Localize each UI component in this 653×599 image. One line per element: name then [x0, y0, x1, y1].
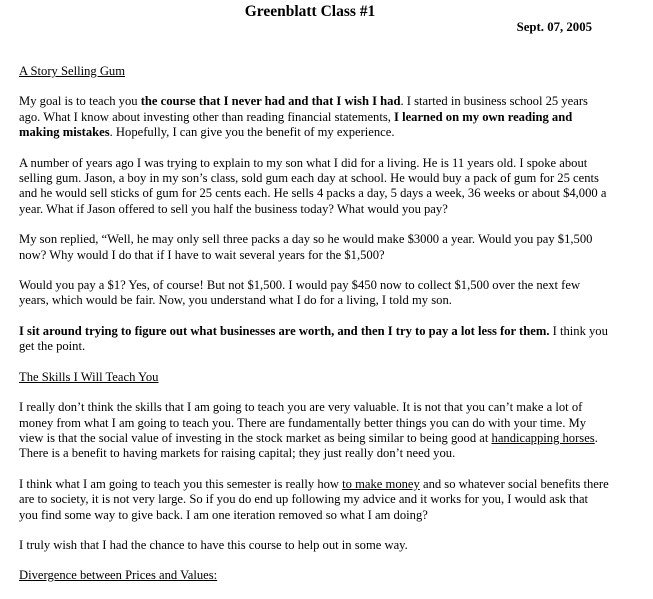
paragraph: [19, 278, 609, 309]
text-run: I think what I am going to teach you this semester is really how: [19, 476, 343, 491]
text-run: . There is a benefit to having markets for raising capital; they just really don’t need you.: [19, 430, 598, 461]
section-heading: The Skills I Will Teach You: [19, 369, 159, 384]
document-title: Greenblatt Class #1: [244, 3, 376, 20]
underlined-text-run: handicapping horses: [491, 430, 595, 445]
bold-text-run: the course that I never had and that I wish I had: [140, 94, 401, 109]
text-run: . I started in business school 25 years ago. What I know about investing other than reading financial statements,: [19, 94, 588, 124]
text-run: A number of years ago I was trying to explain to my son what I did for a living. He is 11 years old. I spoke about selling gum. Jason, a boy in my son’s class, sold gum each day at school. He would buy a pack of gum for 25 cents and he would sell sticks of gum for 25 cents each. He sells 4 packs a day, 5 days a week, 36 weeks or about $4,000 a year. What if Jason offered to sell you half the business today? What would you pay?: [19, 155, 607, 216]
document-date: Sept. 07, 2005: [516, 20, 592, 34]
text-run: I think you get the point.: [19, 323, 608, 354]
paragraph: [19, 94, 609, 140]
paragraph: [19, 400, 609, 462]
bold-text-run: I learned on my own reading and making mistakes: [19, 109, 573, 140]
text-run: I really don’t think the skills that I am going to teach you are very valuable. It is not that you can’t make a lot of money from what I am going to teach you. There are fundamentally better things you can do with your time. My view is that the social value of investing in the stock market as being similar to being good at: [19, 400, 587, 445]
section-heading: A Story Selling Gum: [19, 64, 126, 78]
text-run: and so whatever social benefits there are to society, it is not very large. So if you do end up following my advice and it works for you, I would ask that you find some way to give back. I am one iteration removed so what I am doing?: [19, 476, 609, 522]
text-run: My goal is to teach you: [19, 94, 141, 109]
section-heading: Divergence between Prices and Values:: [19, 568, 218, 583]
paragraph: [19, 324, 609, 355]
paragraph: [19, 477, 609, 523]
paragraph: [19, 232, 609, 263]
text-run: Would you pay a $1? Yes, of course! But not $1,500. I would pay $450 now to collect $1,500 over the next few years, which would be fair. Now, you understand what I do for a living, I told my son.: [19, 278, 581, 308]
bold-text-run: I sit around trying to figure out what businesses are worth, and then I try to pay a lot less for them.: [19, 323, 550, 338]
document-body: [19, 64, 609, 599]
underlined-text-run: to make money: [342, 476, 420, 491]
text-run: . Hopefully, I can give you the benefit of my experience.: [109, 125, 395, 140]
paragraph: [19, 156, 609, 218]
text-run: I truly wish that I had the chance to have this course to help out in some way.: [19, 537, 408, 552]
paragraph: [19, 538, 609, 553]
text-run: My son replied, “Well, he may only sell three packs a day so he would make $3000 a year. Would you pay $1,500 now? Why would I do that if I have to wait several years for the $1,500?: [19, 232, 593, 262]
